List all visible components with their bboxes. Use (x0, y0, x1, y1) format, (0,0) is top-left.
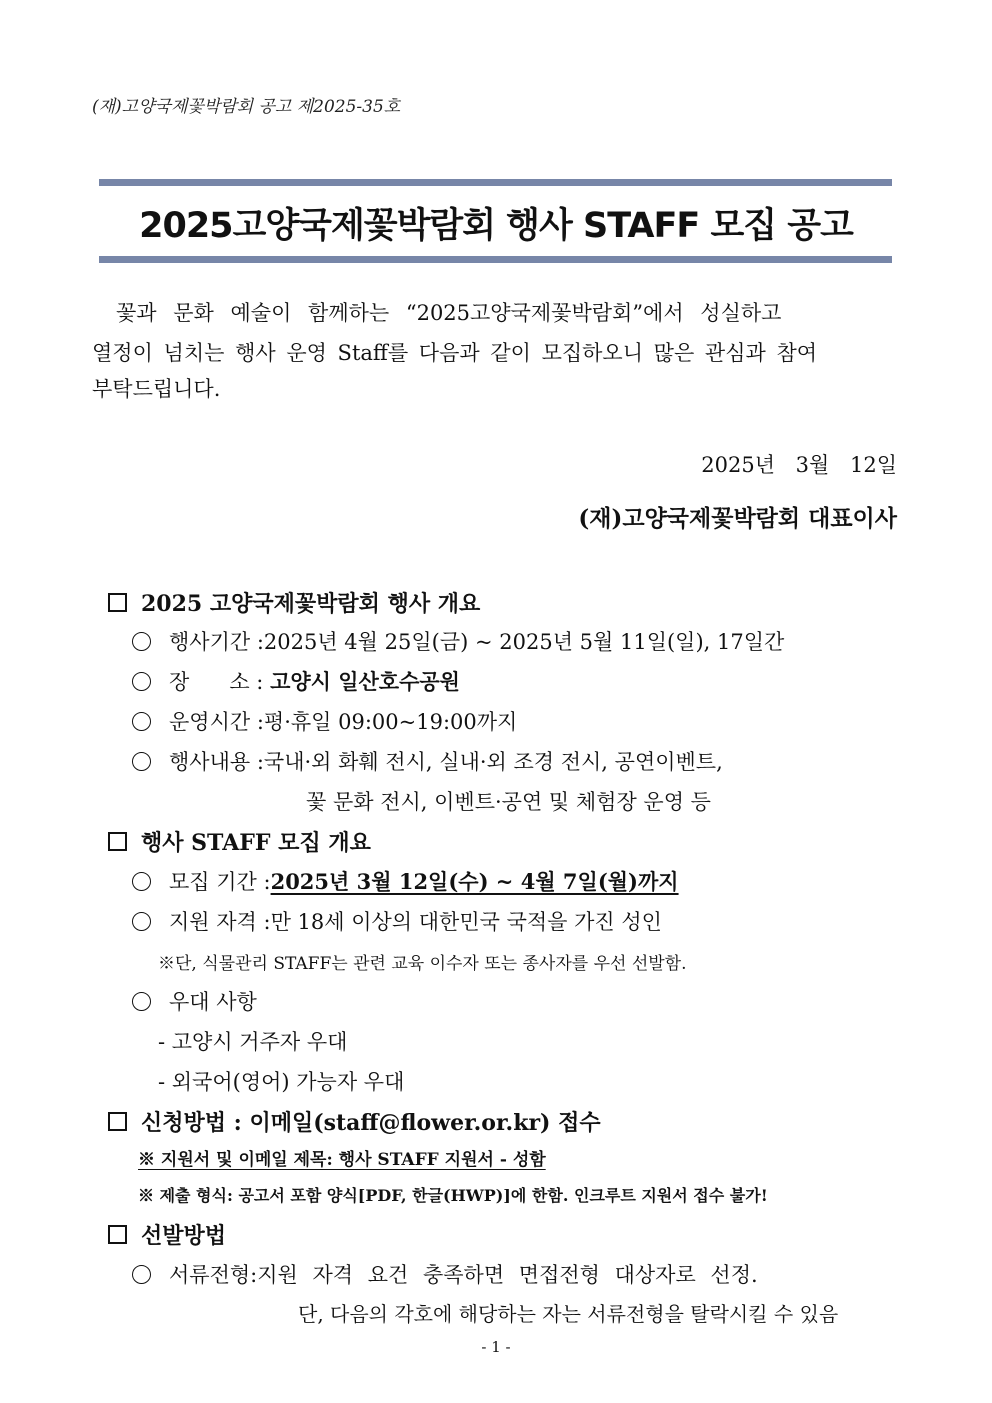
section-selection-heading (108, 1219, 226, 1250)
title-bottom-bar (99, 256, 892, 263)
page-number: - 1 - (481, 1338, 511, 1356)
document-screening-row (132, 1259, 758, 1289)
notice-number: (재)고양국제꽃박람회 공고 제2025-35호 (92, 97, 401, 117)
intro-line-2: 열정이 넘치는 행사 운영 Staff를 다음과 같이 모집하오니 많은 관심과 참여 (92, 341, 818, 365)
event-period-row (132, 626, 784, 656)
intro-line-1: 꽃과 문화 예술이 함께하는 “2025고양국제꽃박람회”에서 성실하고 (116, 301, 782, 325)
preference-item-1: - 고양시 거주자 우대 (158, 1030, 348, 1054)
apply-note-2: ※ 제출 형식: 공고서 포함 양식[PDF, 한글(HWP)]에 한함. 인크루트 지원서 접수 불가! (138, 1186, 768, 1205)
recruit-period-label: 모집 기간 : (169, 870, 271, 894)
section-apply-title: 신청방법 : 이메일(staff@flower.or.kr) 접수 (141, 1110, 601, 1136)
issuer: (재)고양국제꽃박람회 대표이사 (578, 505, 897, 532)
circle-bullet-icon (132, 632, 151, 651)
preference-item-2: - 외국어(영어) 가능자 우대 (158, 1070, 405, 1094)
event-place-label: 장 소 : (169, 670, 271, 694)
event-place-value: 고양시 일산호수공원 (270, 669, 460, 694)
section-selection-title: 선발방법 (141, 1223, 227, 1249)
recruit-period-row (132, 866, 679, 896)
event-period-value: 2025년 4월 25일(금) ~ 2025년 5월 11일(일), 17일간 (263, 630, 785, 654)
checkbox-square-icon (108, 832, 127, 851)
event-hours-row (132, 706, 517, 736)
circle-bullet-icon (132, 912, 151, 931)
qualification-row (132, 906, 662, 936)
qualification-label: 지원 자격 : (169, 910, 271, 934)
intro-line-3: 부탁드립니다. (92, 377, 221, 401)
circle-bullet-icon (132, 872, 151, 891)
document-screening-value-cont: 단, 다음의 각호에 해당하는 자는 서류전형을 탈락시킬 수 있음 (298, 1302, 839, 1326)
event-content-label: 행사내용 : (169, 750, 264, 774)
circle-bullet-icon (132, 712, 151, 731)
event-period-label: 행사기간 : (169, 630, 264, 654)
recruit-period-value: 2025년 3월 12일(수) ~ 4월 7일(월)까지 (270, 869, 679, 894)
qualification-value: 만 18세 이상의 대한민국 국적을 가진 성인 (270, 910, 662, 934)
event-content-value: 국내·외 화훼 전시, 실내·외 조경 전시, 공연이벤트, (263, 750, 723, 774)
circle-bullet-icon (132, 672, 151, 691)
event-place-row (132, 666, 460, 696)
apply-note-1: ※ 지원서 및 이메일 제목: 행사 STAFF 지원서 - 성함 (138, 1150, 546, 1170)
document-screening-label: 서류전형: (169, 1263, 258, 1287)
event-content-row (132, 746, 723, 776)
event-hours-value: 평·휴일 09:00~19:00까지 (263, 710, 518, 734)
event-hours-label: 운영시간 : (169, 710, 264, 734)
event-content-value-cont: 꽃 문화 전시, 이벤트·공연 및 체험장 운영 등 (306, 790, 711, 814)
preference-label: 우대 사항 (169, 990, 257, 1014)
circle-bullet-icon (132, 992, 151, 1011)
title-top-bar (99, 179, 892, 186)
qualification-note: ※단, 식물관리 STAFF는 관련 교육 이수자 또는 종사자를 우선 선발함. (158, 954, 687, 974)
section-apply-heading (108, 1106, 601, 1137)
circle-bullet-icon (132, 752, 151, 771)
section-staff-heading (108, 826, 371, 857)
circle-bullet-icon (132, 1265, 151, 1284)
announcement-date: 2025년 3월 12일 (701, 453, 897, 477)
checkbox-square-icon (108, 1225, 127, 1244)
page-title: 2025고양국제꽃박람회 행사 STAFF 모집 공고 (139, 206, 853, 246)
section-staff-title: 행사 STAFF 모집 개요 (141, 830, 371, 856)
checkbox-square-icon (108, 593, 127, 612)
section-overview-title: 2025 고양국제꽃박람회 행사 개요 (141, 591, 481, 617)
section-overview-heading (108, 587, 480, 618)
document-screening-value: 지원 자격 요건 충족하면 면접전형 대상자로 선정. (257, 1263, 758, 1287)
preference-row (132, 986, 257, 1016)
checkbox-square-icon (108, 1112, 127, 1131)
